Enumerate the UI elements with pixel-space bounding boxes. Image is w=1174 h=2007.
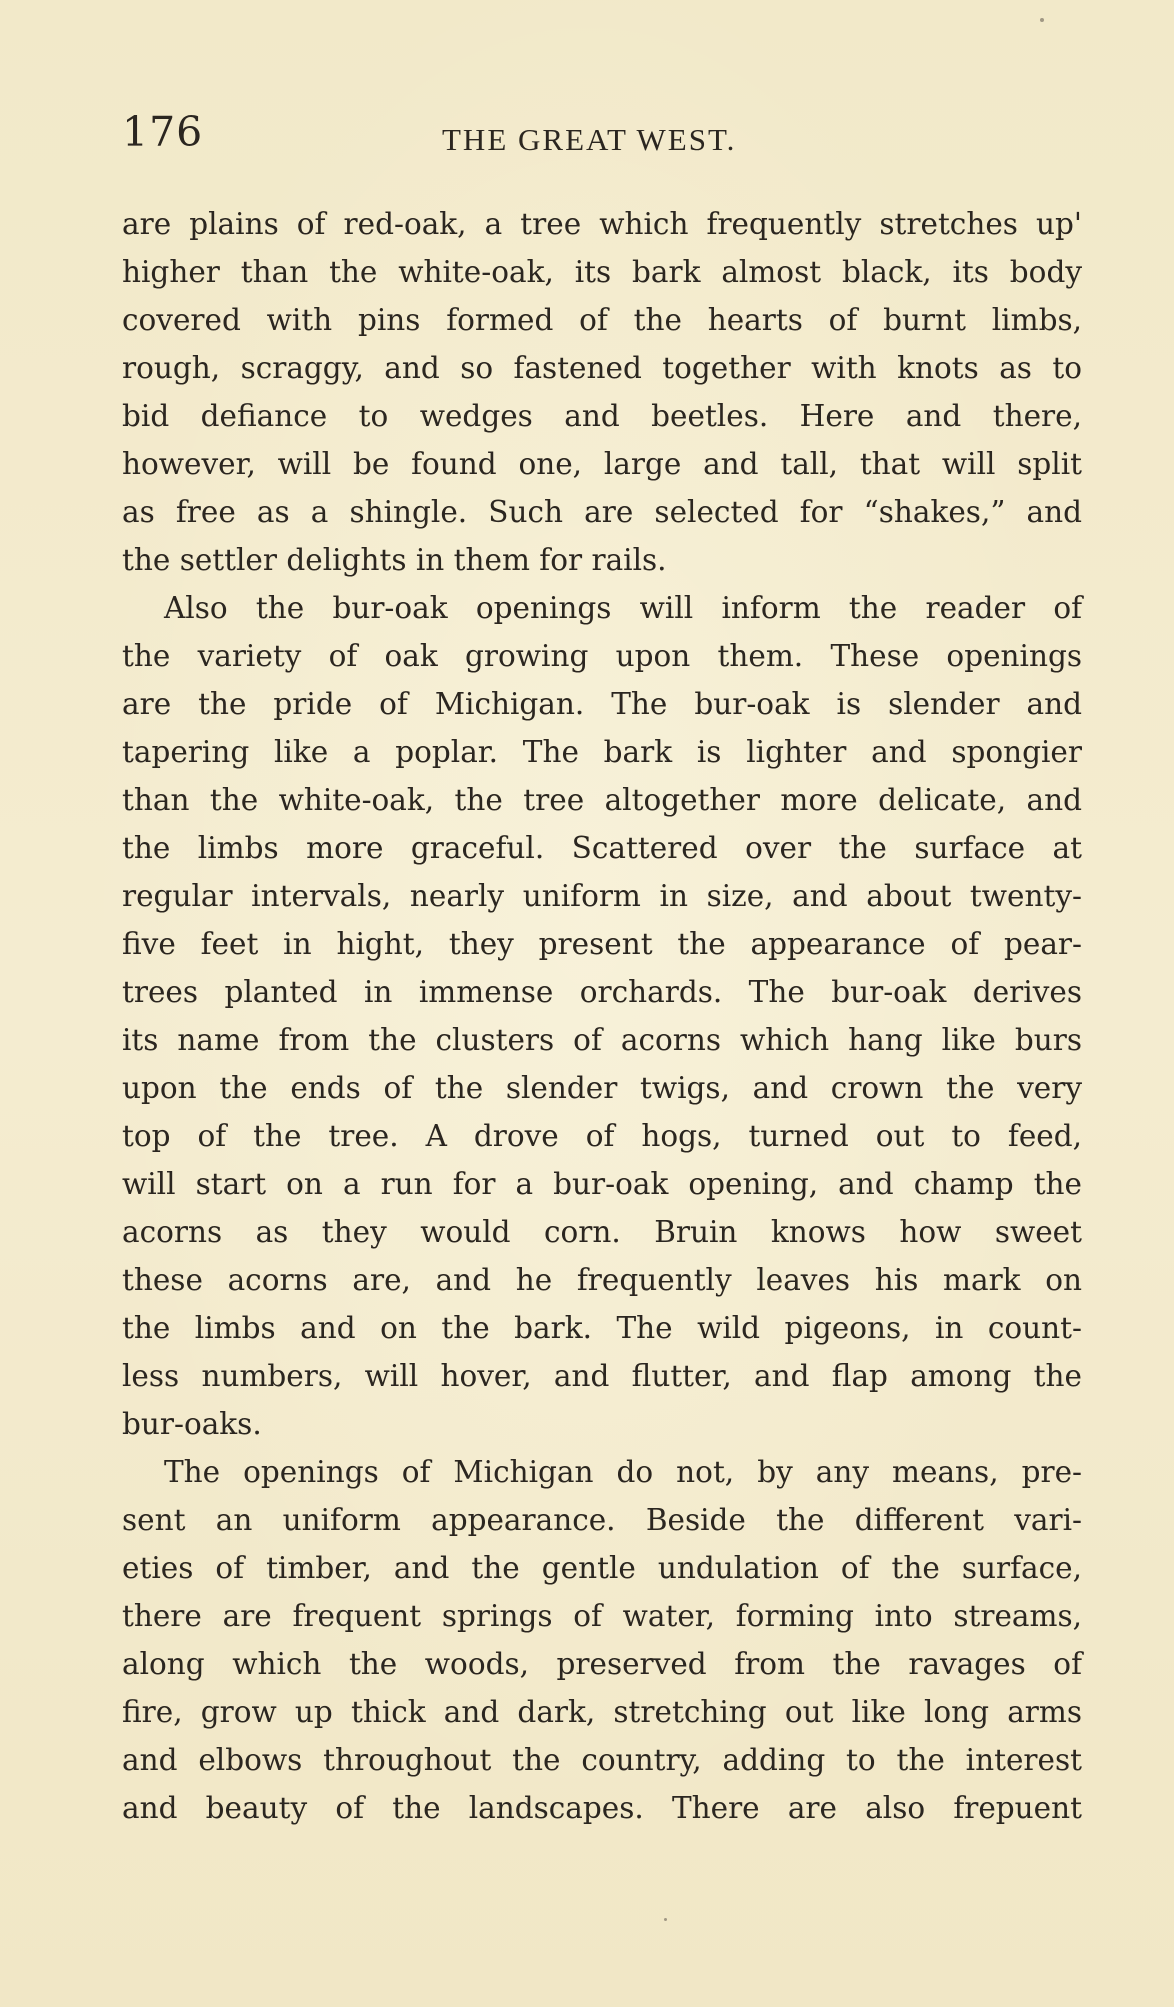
- text-line: regular intervals, nearly uniform in size, and about twenty-: [122, 879, 1082, 913]
- text-line: trees planted in immense orchards. The bur-oak derives: [122, 975, 1082, 1009]
- page-number: 176: [122, 108, 204, 156]
- text-line: top of the tree. A drove of hogs, turned out to feed,: [122, 1119, 1082, 1153]
- text-line: Also the bur-oak openings will inform the reader of: [164, 591, 1082, 625]
- text-line: bid defiance to wedges and beetles. Here and there,: [122, 399, 1082, 433]
- text-line: these acorns are, and he frequently leaves his mark on: [122, 1263, 1082, 1297]
- text-line: there are frequent springs of water, forming into streams,: [122, 1599, 1082, 1633]
- text-line: eties of timber, and the gentle undulation of the surface,: [122, 1551, 1082, 1585]
- text-line: the limbs more graceful. Scattered over the surface at: [122, 831, 1082, 865]
- text-line: the variety of oak growing upon them. These openings: [122, 639, 1082, 673]
- text-line: covered with pins formed of the hearts of burnt limbs,: [122, 303, 1082, 337]
- paragraph: [122, 200, 1082, 584]
- text-line: will start on a run for a bur-oak opening, and champ the: [122, 1167, 1082, 1201]
- page-header: [122, 108, 1082, 168]
- text-line: acorns as they would corn. Bruin knows how sweet: [122, 1215, 1082, 1249]
- text-line: the settler delights in them for rails.: [122, 543, 667, 577]
- text-line: its name from the clusters of acorns which hang like burs: [122, 1023, 1082, 1057]
- text-line: as free as a shingle. Such are selected for “shakes,” and: [122, 495, 1082, 529]
- text-line: The openings of Michigan do not, by any means, pre-: [164, 1455, 1082, 1489]
- text-line: the limbs and on the bark. The wild pigeons, in count-: [122, 1311, 1082, 1345]
- text-line: bur-oaks.: [122, 1407, 262, 1441]
- text-line: sent an uniform appearance. Beside the different vari-: [122, 1503, 1082, 1537]
- text-line: are the pride of Michigan. The bur-oak is slender and: [122, 687, 1082, 721]
- text-line: fire, grow up thick and dark, stretching out like long arms: [122, 1695, 1082, 1729]
- text-line: higher than the white-oak, its bark almost black, its body: [122, 255, 1082, 289]
- text-line: and beauty of the landscapes. There are also frepuent: [122, 1791, 1082, 1825]
- paragraph: [122, 1448, 1082, 1832]
- text-line: less numbers, will hover, and flutter, and flap among the: [122, 1359, 1082, 1393]
- ink-speck: [664, 1918, 667, 1921]
- paragraph: [122, 584, 1082, 1448]
- ink-speck: [1040, 18, 1044, 22]
- running-head: THE GREAT WEST.: [442, 122, 737, 157]
- body-text: [122, 200, 1082, 1832]
- text-line: and elbows throughout the country, adding to the interest: [122, 1743, 1082, 1777]
- text-line: five feet in hight, they present the appearance of pear-: [122, 927, 1082, 961]
- text-line: however, will be found one, large and tall, that will split: [122, 447, 1082, 481]
- text-line: tapering like a poplar. The bark is lighter and spongier: [122, 735, 1082, 769]
- text-line: upon the ends of the slender twigs, and crown the very: [122, 1071, 1082, 1105]
- text-line: are plains of red-oak, a tree which frequently stretches up': [122, 207, 1082, 241]
- text-line: along which the woods, preserved from the ravages of: [122, 1647, 1082, 1681]
- text-line: rough, scraggy, and so fastened together with knots as to: [122, 351, 1082, 385]
- text-line: than the white-oak, the tree altogether more delicate, and: [122, 783, 1082, 817]
